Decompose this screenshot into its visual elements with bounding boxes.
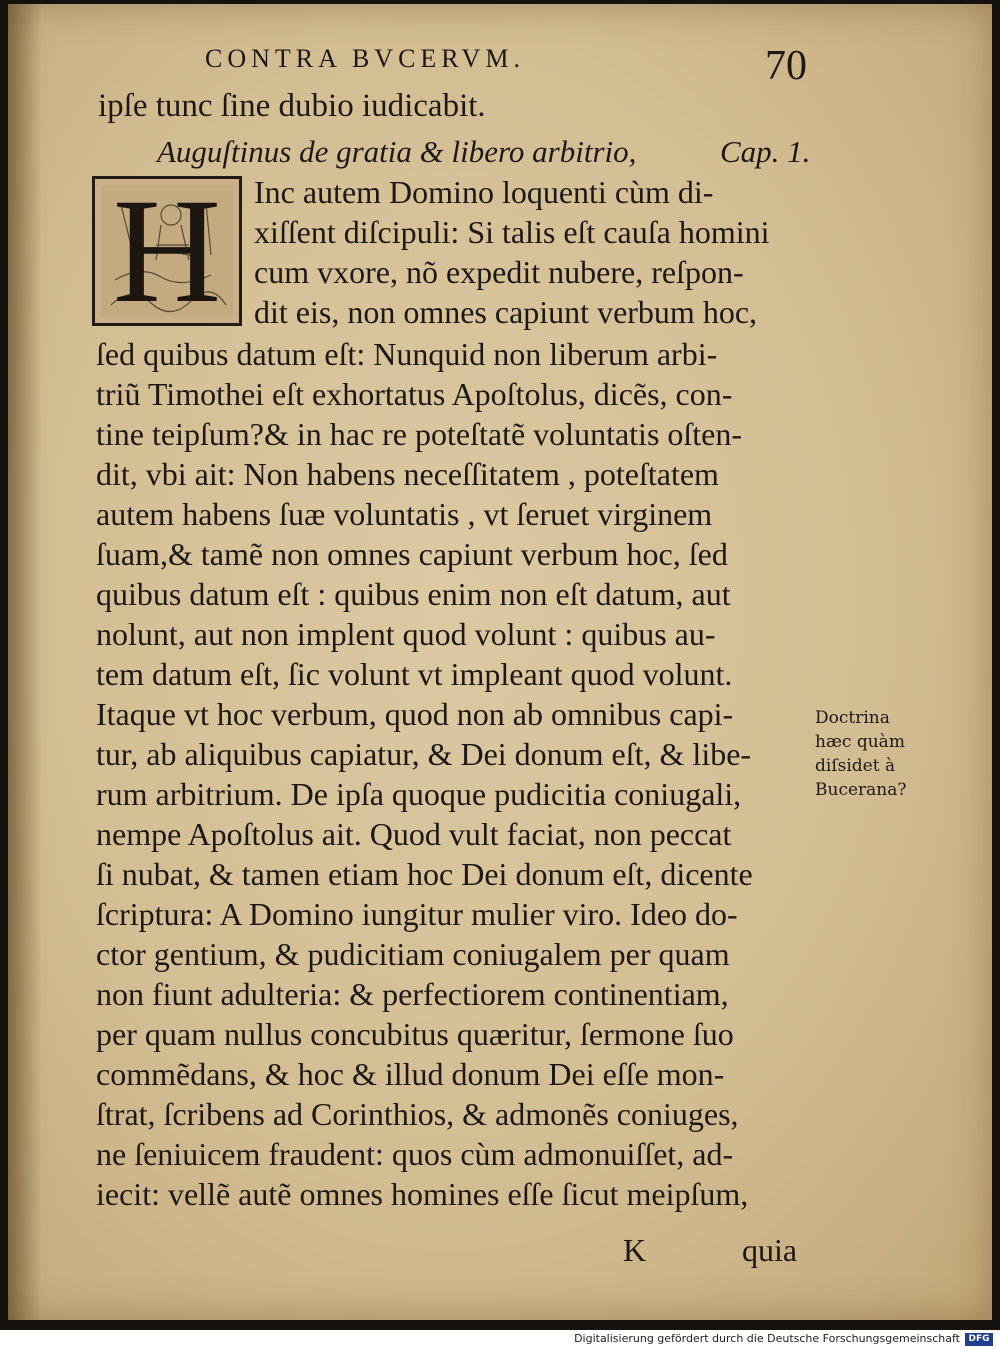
- body-line: Inc autem Domino loquenti cùm di-: [254, 174, 714, 210]
- body-line: triũ Timothei eſt exhortatus Apoſtolus, dicẽs, con-: [96, 376, 733, 412]
- body-line: ſtrat, ſcribens ad Corinthios, & admonẽs coniuges,: [96, 1096, 739, 1132]
- initial-letter: H: [112, 168, 222, 334]
- body-line: ſi nubat, & tamen etiam hoc Dei donum eſt, dicente: [96, 856, 753, 892]
- footer-credit: Digitalisierung gefördert durch die Deutsche Forschungsgemeinschaft: [574, 1332, 960, 1345]
- page-gutter-shadow: [8, 4, 42, 1320]
- body-line: autem habens ſuæ voluntatis , vt ſeruet virginem: [96, 496, 713, 532]
- marginal-note-line: Doctrina: [815, 708, 890, 728]
- body-line: tine teipſum?& in hac re poteſtatẽ voluntatis oſten-: [96, 416, 743, 452]
- body-line: iecit: vellẽ autẽ omnes homines eſſe ſicut meipſum,: [96, 1176, 749, 1212]
- body-line: quibus datum eſt : quibus enim non eſt datum, aut: [96, 576, 731, 612]
- body-line: ſcriptura: A Domino iungitur mulier viro. Ideo do-: [96, 896, 738, 932]
- chapter-label: Cap. 1.: [720, 134, 811, 169]
- running-head: CONTRA BVCERVM.: [205, 44, 525, 73]
- first-line: ipſe tunc ſine dubio iudicabit.: [98, 88, 486, 124]
- body-line: Itaque vt hoc verbum, quod non ab omnibus capi-: [96, 696, 734, 732]
- body-line: cum vxore, nõ expedit nubere, reſpon-: [254, 254, 744, 290]
- body-line: tem datum eſt, ſic volunt vt impleant quod volunt.: [96, 656, 733, 692]
- body-line: nolunt, aut non implent quod volunt : quibus au-: [96, 616, 716, 652]
- body-line: nempe Apoſtolus ait. Quod vult faciat, non peccat: [96, 816, 732, 852]
- catchword: quia: [742, 1232, 798, 1268]
- body-line: xiſſent diſcipuli: Si talis eſt cauſa homini: [254, 214, 770, 250]
- body-line: ſed quibus datum eſt: Nunquid non liberum arbi-: [96, 336, 718, 372]
- body-line: per quam nullus concubitus quæritur, ſermone ſuo: [96, 1016, 734, 1052]
- signature-mark: K: [623, 1232, 647, 1268]
- body-line: commẽdans, & hoc & illud donum Dei eſſe mon-: [96, 1056, 725, 1092]
- body-line: non fiunt adulteria: & perfectiorem continentiam,: [96, 976, 729, 1012]
- body-line: tur, ab aliquibus capiatur, & Dei donum eſt, & libe-: [96, 736, 752, 772]
- marginal-note-line: diſsidet à: [815, 756, 896, 776]
- dfg-logo-icon: DFG: [965, 1333, 993, 1346]
- body-line: dit eis, non omnes capiunt verbum hoc,: [254, 294, 758, 330]
- marginal-note: [815, 706, 906, 802]
- body-line: ſuam,& tamẽ non omnes capiunt verbum hoc, ſed: [96, 536, 728, 572]
- chapter-heading: Auguſtinus de gratia & libero arbitrio,: [157, 134, 637, 169]
- body-line: dit, vbi ait: Non habens neceſſitatem , poteſtatem: [96, 456, 719, 492]
- page-number: 70: [765, 43, 807, 89]
- body-line: rum arbitrium. De ipſa quoque pudicitia coniugali,: [96, 776, 742, 812]
- marginal-note-line: hæc quàm: [815, 732, 905, 752]
- body-line: ne ſeniuicem fraudent: quos cùm admonuiſſet, ad-: [96, 1136, 734, 1172]
- marginal-note-line: Bucerana?: [815, 780, 907, 800]
- decorated-initial: [92, 168, 242, 334]
- body-line: ctor gentium, & pudicitiam coniugalem per quam: [96, 936, 730, 972]
